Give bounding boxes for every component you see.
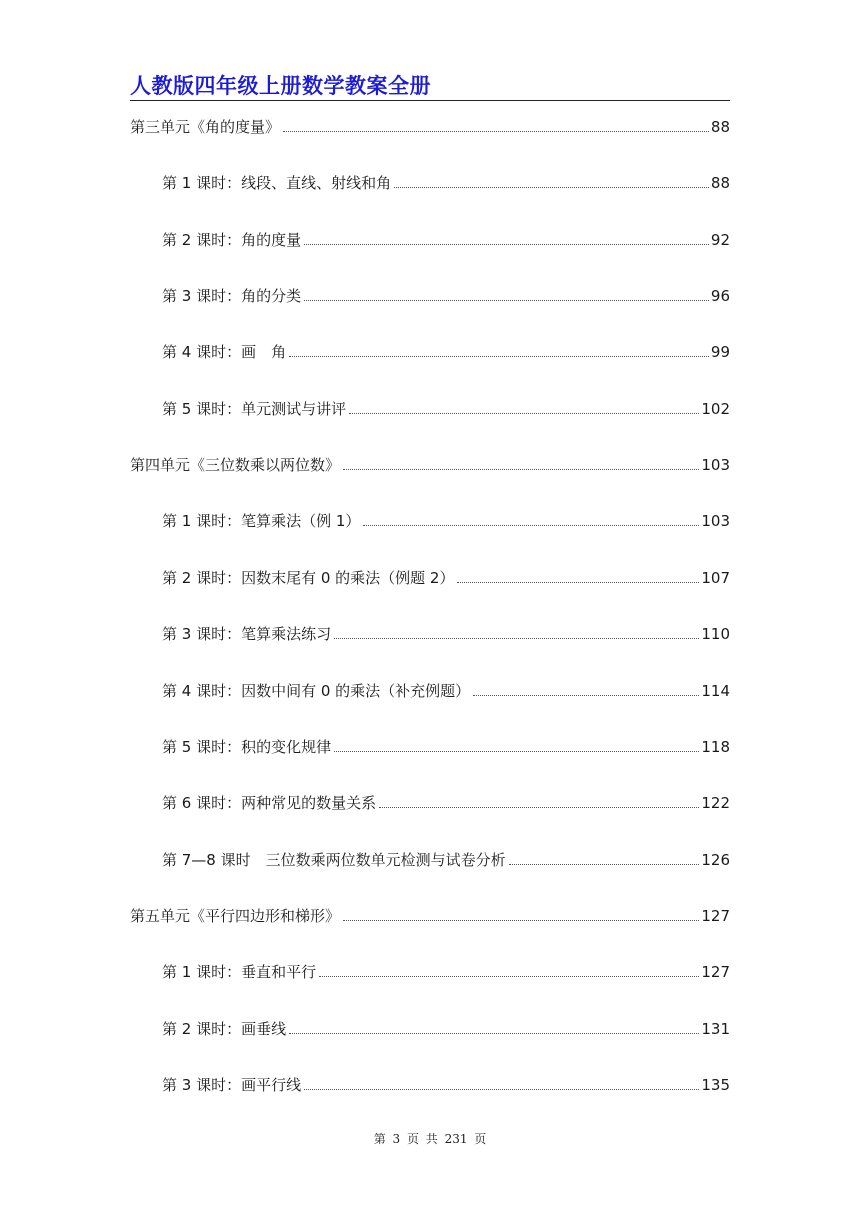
toc-entry[interactable] xyxy=(162,1075,730,1095)
toc-entry-label: 第 3 课时：画平行线 xyxy=(162,1075,302,1094)
header-divider xyxy=(130,100,730,101)
toc-entry-page-number: 126 xyxy=(701,850,730,869)
toc-entry-label: 第 7—8 课时 三位数乘两位数单元检测与试卷分析 xyxy=(162,850,506,869)
toc-dot-leader xyxy=(334,751,699,752)
toc-entry-label: 第 4 课时：因数中间有 0 的乘法（补充例题） xyxy=(162,681,471,700)
toc-entry-page-number: 103 xyxy=(701,512,730,531)
toc-entry-page-number: 114 xyxy=(701,681,730,700)
toc-entry-page-number: 103 xyxy=(701,456,730,475)
toc-dot-leader xyxy=(283,131,709,132)
toc-entry-page-number: 127 xyxy=(701,963,730,982)
toc-entry-label: 第 2 课时：画垂线 xyxy=(162,1019,287,1038)
toc-entry-page-number: 88 xyxy=(710,174,730,193)
toc-entry-page-number: 107 xyxy=(701,568,730,587)
toc-entry[interactable] xyxy=(130,906,730,926)
document-title: 人教版四年级上册数学教案全册 xyxy=(130,74,431,98)
toc-entry-page-number: 88 xyxy=(710,118,730,136)
toc-entry[interactable] xyxy=(162,173,730,193)
toc-entry-label: 第 3 课时：角的分类 xyxy=(162,287,302,306)
toc-entry-label: 第四单元《三位数乘以两位数》 xyxy=(130,456,341,475)
toc-entry-page-number: 99 xyxy=(710,343,730,362)
toc-entry[interactable] xyxy=(162,230,730,250)
toc-dot-leader xyxy=(319,976,699,977)
toc-entry-page-number: 110 xyxy=(701,625,730,644)
toc-entry-page-number: 102 xyxy=(701,399,730,418)
toc-entry[interactable] xyxy=(162,399,730,419)
toc-entry-page-number: 122 xyxy=(701,794,730,813)
toc-entry-label: 第 6 课时：两种常见的数量关系 xyxy=(162,794,377,813)
toc-dot-leader xyxy=(343,920,699,921)
toc-entry[interactable] xyxy=(162,681,730,701)
toc-entry-page-number: 127 xyxy=(701,906,730,925)
toc-entry-page-number: 118 xyxy=(701,737,730,756)
toc-entry-page-number: 135 xyxy=(701,1075,730,1094)
toc-entry[interactable] xyxy=(162,850,730,870)
toc-entry-label: 第 1 课时：垂直和平行 xyxy=(162,963,317,982)
toc-dot-leader xyxy=(349,413,699,414)
toc-entry[interactable] xyxy=(162,624,730,644)
toc-dot-leader xyxy=(304,300,709,301)
toc-entry-label: 第 2 课时：角的度量 xyxy=(162,230,302,249)
toc-entry[interactable] xyxy=(130,455,730,475)
toc-entry-label: 第 2 课时：因数末尾有 0 的乘法（例题 2） xyxy=(162,568,455,587)
toc-entry-label: 第 3 课时：笔算乘法练习 xyxy=(162,625,332,644)
toc-entry[interactable] xyxy=(162,342,730,362)
toc-dot-leader xyxy=(304,1089,699,1090)
toc-entry[interactable] xyxy=(162,286,730,306)
toc-dot-leader xyxy=(509,864,700,865)
toc-dot-leader xyxy=(289,356,709,357)
toc-entry[interactable] xyxy=(162,568,730,588)
toc-entry-label: 第 5 课时：单元测试与讲评 xyxy=(162,399,347,418)
toc-entry-page-number: 96 xyxy=(710,287,730,306)
toc-entry-label: 第 1 课时：笔算乘法（例 1） xyxy=(162,512,361,531)
toc-entry[interactable] xyxy=(162,737,730,757)
page-footer: 第 3 页 共 231 页 xyxy=(373,1132,487,1146)
toc-entry-label: 第三单元《角的度量》 xyxy=(130,118,281,136)
toc-dot-leader xyxy=(304,244,709,245)
toc-entry-label: 第 5 课时：积的变化规律 xyxy=(162,737,332,756)
toc-dot-leader xyxy=(334,638,699,639)
toc-entry-label: 第 4 课时：画 角 xyxy=(162,343,287,362)
toc-dot-leader xyxy=(473,695,699,696)
toc-dot-leader xyxy=(379,807,699,808)
toc-entry-label: 第五单元《平行四边形和梯形》 xyxy=(130,906,341,925)
toc-entry-page-number: 92 xyxy=(710,230,730,249)
toc-entry[interactable] xyxy=(162,1019,730,1039)
toc-dot-leader xyxy=(457,582,699,583)
toc-entry[interactable] xyxy=(162,793,730,813)
toc-entry[interactable] xyxy=(130,117,730,137)
toc-entry[interactable] xyxy=(162,962,730,982)
toc-dot-leader xyxy=(343,469,699,470)
toc-dot-leader xyxy=(289,1033,699,1034)
toc-entry-page-number: 131 xyxy=(701,1019,730,1038)
toc-entry-label: 第 1 课时：线段、直线、射线和角 xyxy=(162,174,392,193)
toc-entry[interactable] xyxy=(162,511,730,531)
toc-dot-leader xyxy=(363,525,699,526)
toc-dot-leader xyxy=(394,187,709,188)
